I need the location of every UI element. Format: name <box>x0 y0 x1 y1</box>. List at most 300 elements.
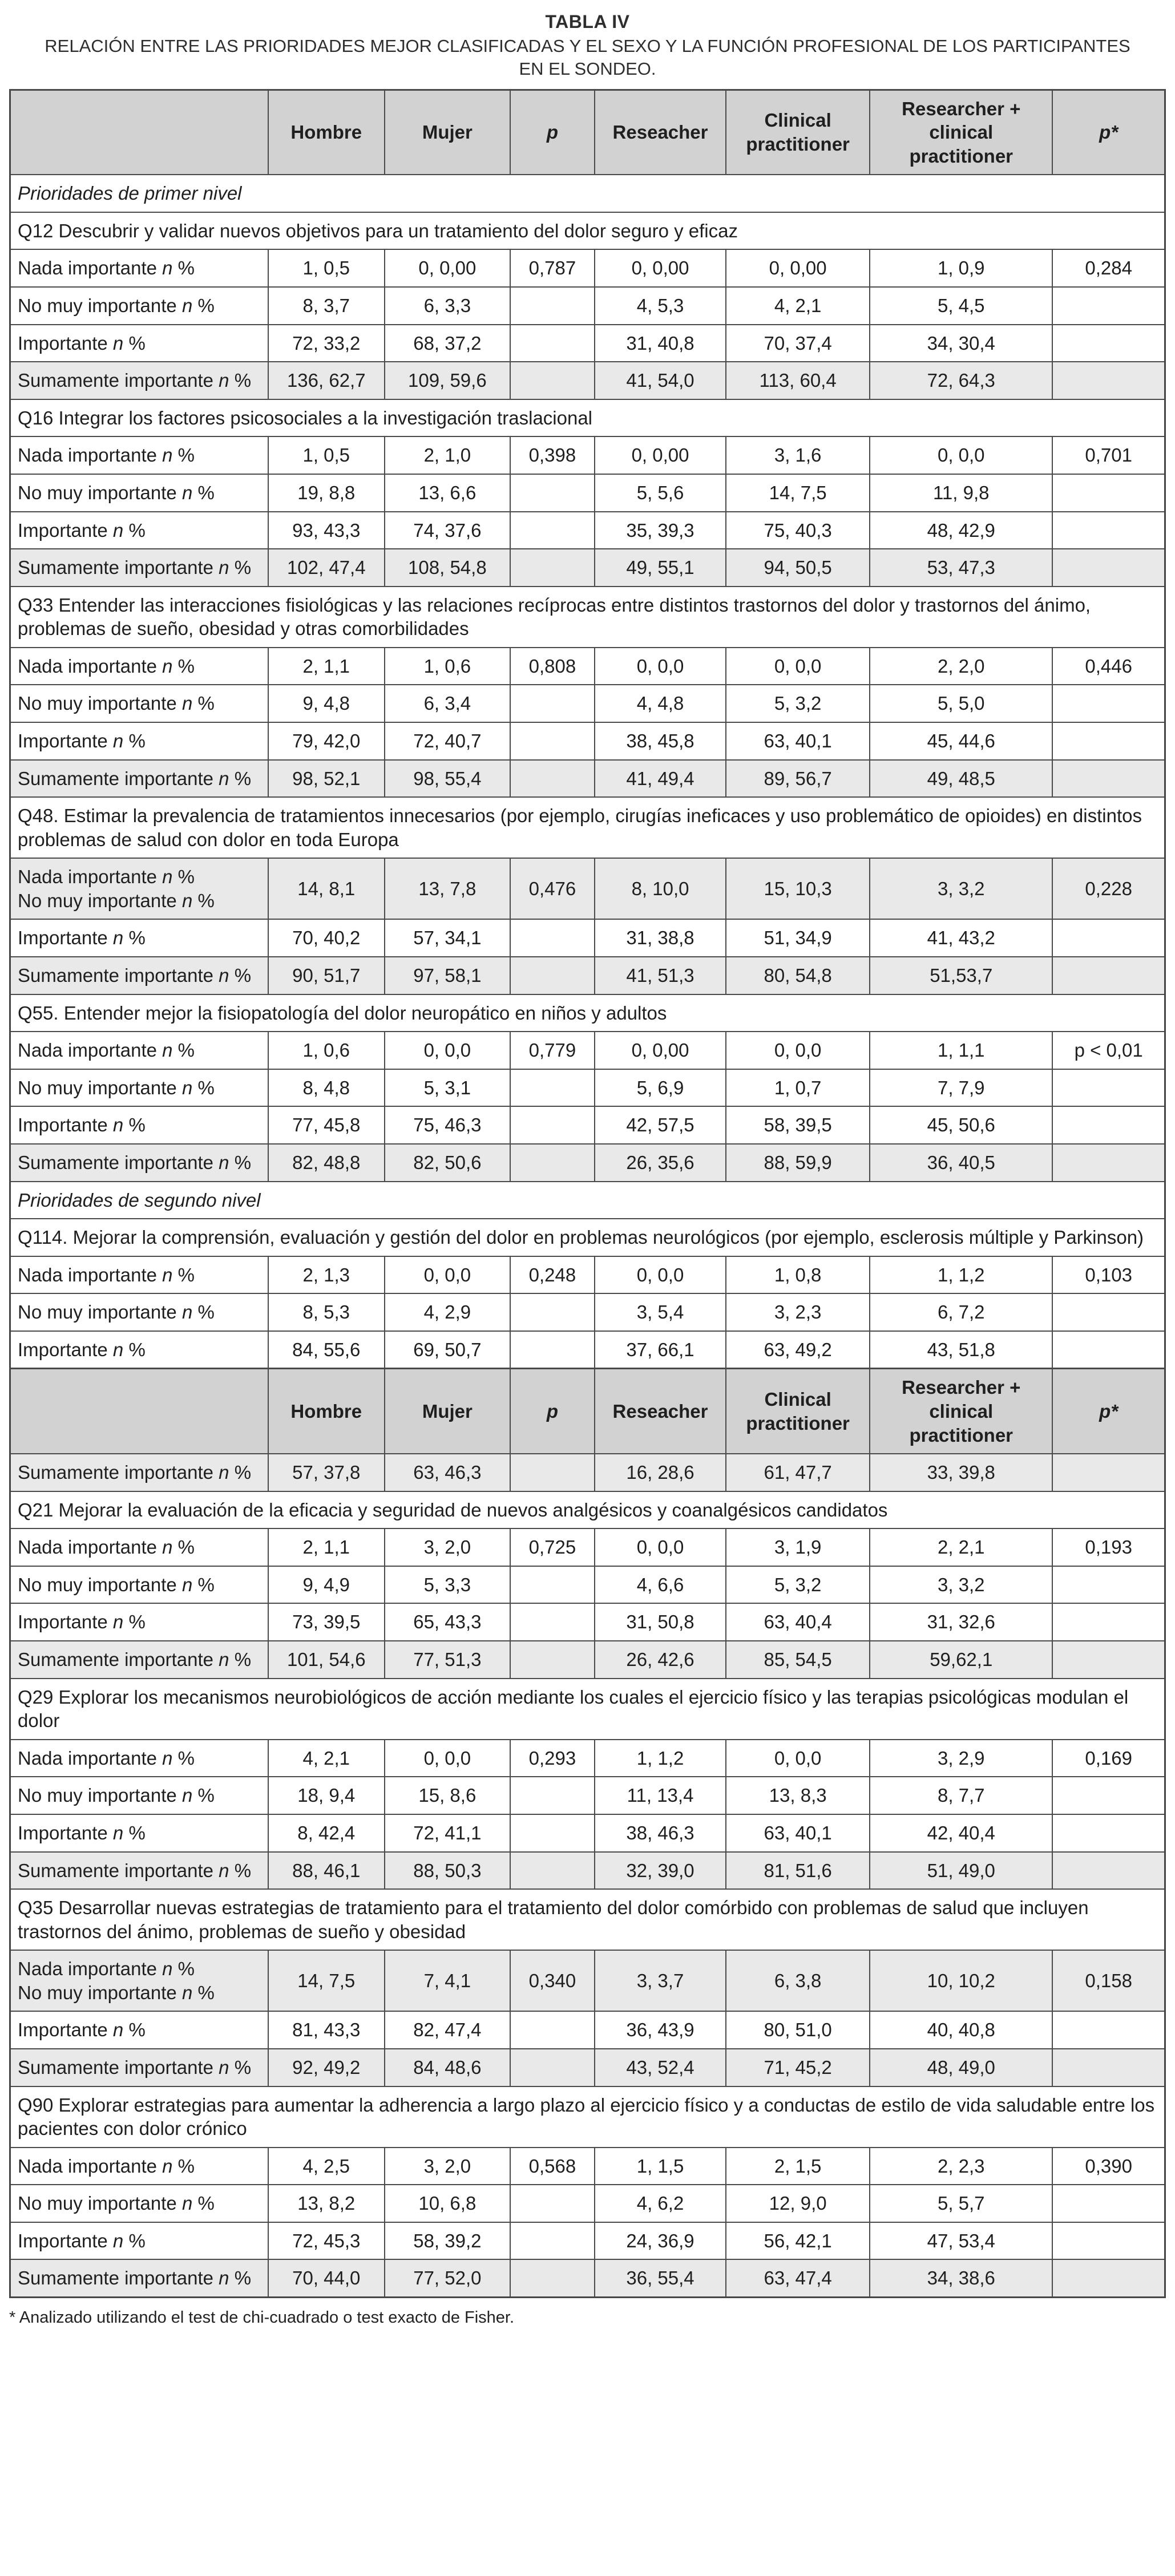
value-cell: 2, 1,1 <box>268 648 385 685</box>
header-cell: Reseacher <box>595 1369 726 1454</box>
page-title: TABLA IV <box>545 11 630 32</box>
value-cell: 0, 0,0 <box>385 1740 510 1777</box>
value-cell: 13, 7,8 <box>385 858 510 919</box>
value-cell: 42, 57,5 <box>595 1106 726 1144</box>
value-cell: 82, 48,8 <box>268 1144 385 1182</box>
value-cell: 0,398 <box>510 436 595 474</box>
value-cell <box>510 1814 595 1852</box>
header-cell: p <box>510 1369 595 1454</box>
value-cell: 1, 0,7 <box>726 1069 870 1107</box>
value-cell: 3, 3,2 <box>870 858 1052 919</box>
data-row <box>10 436 1165 474</box>
value-cell <box>510 1293 595 1331</box>
value-cell: 31, 38,8 <box>595 919 726 957</box>
value-cell: 0, 0,00 <box>595 1032 726 1069</box>
value-cell: 69, 50,7 <box>385 1331 510 1369</box>
value-cell: 101, 54,6 <box>268 1641 385 1679</box>
value-cell <box>1052 287 1165 325</box>
value-cell <box>510 722 595 760</box>
value-cell: 97, 58,1 <box>385 957 510 994</box>
row-label: Importante n % <box>10 2222 268 2260</box>
question-row <box>10 994 1165 1032</box>
data-row <box>10 1740 1165 1777</box>
value-cell: 14, 8,1 <box>268 858 385 919</box>
value-cell: 31, 40,8 <box>595 325 726 362</box>
data-row <box>10 287 1165 325</box>
value-cell: 5, 5,0 <box>870 685 1052 722</box>
value-cell: 19, 8,8 <box>268 474 385 512</box>
value-cell <box>1052 362 1165 399</box>
question-row <box>10 212 1165 250</box>
data-row <box>10 919 1165 957</box>
value-cell <box>1052 685 1165 722</box>
data-row <box>10 2185 1165 2222</box>
row-label: Nada importante n % <box>10 1256 268 1294</box>
value-cell <box>1052 325 1165 362</box>
data-row <box>10 2148 1165 2185</box>
value-cell: 12, 9,0 <box>726 2185 870 2222</box>
data-row <box>10 2259 1165 2297</box>
data-row <box>10 1069 1165 1107</box>
row-label: Sumamente importante n % <box>10 1641 268 1679</box>
value-cell: 41, 49,4 <box>595 760 726 798</box>
value-cell <box>1052 1293 1165 1331</box>
value-cell: 63, 40,4 <box>726 1603 870 1641</box>
value-cell: 1, 1,2 <box>595 1740 726 1777</box>
value-cell <box>1052 1454 1165 1491</box>
value-cell: 59,62,1 <box>870 1641 1052 1679</box>
value-cell: 6, 3,8 <box>726 1950 870 2011</box>
value-cell <box>1052 1777 1165 1814</box>
value-cell: 63, 46,3 <box>385 1454 510 1491</box>
value-cell: 45, 50,6 <box>870 1106 1052 1144</box>
value-cell: 47, 53,4 <box>870 2222 1052 2260</box>
value-cell: 1, 1,1 <box>870 1032 1052 1069</box>
value-cell <box>510 2222 595 2260</box>
table-footnote: * Analizado utilizando el test de chi-cuadrado o test exacto de Fisher. <box>9 2308 515 2327</box>
value-cell: 7, 7,9 <box>870 1069 1052 1107</box>
header-cell: p* <box>1052 90 1165 175</box>
value-cell: 2, 1,5 <box>726 2148 870 2185</box>
value-cell: 5, 3,2 <box>726 685 870 722</box>
question-row <box>10 2086 1165 2148</box>
row-label: Nada importante n % <box>10 1032 268 1069</box>
value-cell <box>510 1069 595 1107</box>
data-row <box>10 549 1165 587</box>
value-cell: 0,701 <box>1052 436 1165 474</box>
column-header-row <box>10 90 1165 175</box>
value-cell <box>1052 957 1165 994</box>
row-label: Nada importante n % <box>10 648 268 685</box>
data-row <box>10 1454 1165 1491</box>
data-row <box>10 249 1165 287</box>
header-cell: p* <box>1052 1369 1165 1454</box>
question-text: Q55. Entender mejor la fisiopatología del dolor neuropático en niños y adultos <box>10 994 1165 1032</box>
header-cell: Mujer <box>385 1369 510 1454</box>
row-label: Importante n % <box>10 325 268 362</box>
row-label: No muy importante n % <box>10 1566 268 1604</box>
value-cell: 9, 4,9 <box>268 1566 385 1604</box>
row-label: Sumamente importante n % <box>10 957 268 994</box>
value-cell: 72, 41,1 <box>385 1814 510 1852</box>
value-cell <box>1052 2222 1165 2260</box>
value-cell: 36, 40,5 <box>870 1144 1052 1182</box>
value-cell: 4, 2,9 <box>385 1293 510 1331</box>
value-cell: 0,193 <box>1052 1528 1165 1566</box>
value-cell: 26, 35,6 <box>595 1144 726 1182</box>
value-cell: 0,446 <box>1052 648 1165 685</box>
value-cell: 16, 28,6 <box>595 1454 726 1491</box>
value-cell: 0, 0,0 <box>726 1740 870 1777</box>
value-cell <box>1052 1566 1165 1604</box>
value-cell: 34, 30,4 <box>870 325 1052 362</box>
table-body <box>10 90 1165 2297</box>
value-cell: 0,725 <box>510 1528 595 1566</box>
row-label: Sumamente importante n % <box>10 362 268 399</box>
value-cell: 0,808 <box>510 648 595 685</box>
value-cell: 0,787 <box>510 249 595 287</box>
value-cell: 72, 40,7 <box>385 722 510 760</box>
value-cell: 68, 37,2 <box>385 325 510 362</box>
data-row <box>10 1256 1165 1294</box>
value-cell: 108, 54,8 <box>385 549 510 587</box>
value-cell: 0, 0,0 <box>385 1032 510 1069</box>
value-cell: 136, 62,7 <box>268 362 385 399</box>
value-cell: 1, 0,9 <box>870 249 1052 287</box>
value-cell: 109, 59,6 <box>385 362 510 399</box>
value-cell <box>510 1566 595 1604</box>
data-row <box>10 1603 1165 1641</box>
value-cell: 15, 10,3 <box>726 858 870 919</box>
row-label: Sumamente importante n % <box>10 2259 268 2297</box>
data-row <box>10 1814 1165 1852</box>
value-cell: 71, 45,2 <box>726 2049 870 2086</box>
value-cell: 13, 8,2 <box>268 2185 385 2222</box>
row-label: No muy importante n % <box>10 474 268 512</box>
value-cell: 0, 0,0 <box>385 1256 510 1294</box>
value-cell: 42, 40,4 <box>870 1814 1052 1852</box>
value-cell: 26, 42,6 <box>595 1641 726 1679</box>
data-row <box>10 474 1165 512</box>
data-row <box>10 512 1165 549</box>
value-cell: 0, 0,00 <box>595 249 726 287</box>
value-cell <box>510 1454 595 1491</box>
value-cell: 36, 55,4 <box>595 2259 726 2297</box>
header-cell-blank <box>10 1369 268 1454</box>
value-cell: 37, 66,1 <box>595 1331 726 1369</box>
value-cell: 57, 37,8 <box>268 1454 385 1491</box>
value-cell: 84, 55,6 <box>268 1331 385 1369</box>
value-cell: 48, 49,0 <box>870 2049 1052 2086</box>
question-row <box>10 399 1165 437</box>
value-cell: 63, 47,4 <box>726 2259 870 2297</box>
value-cell: 6, 7,2 <box>870 1293 1052 1331</box>
value-cell: 102, 47,4 <box>268 549 385 587</box>
value-cell <box>510 287 595 325</box>
value-cell: 0, 0,0 <box>595 648 726 685</box>
value-cell: 0,340 <box>510 1950 595 2011</box>
value-cell <box>1052 1641 1165 1679</box>
value-cell: 8, 5,3 <box>268 1293 385 1331</box>
table-subtitle: RELACIÓN ENTRE LAS PRIORIDADES MEJOR CLASIFICADAS Y EL SEXO Y LA FUNCIÓN PROFESIONAL DE LOS PARTICIPANTES EN EL SONDEO. <box>45 36 1130 79</box>
value-cell: 63, 49,2 <box>726 1331 870 1369</box>
header-cell: Hombre <box>268 1369 385 1454</box>
value-cell: 2, 1,0 <box>385 436 510 474</box>
value-cell: 70, 40,2 <box>268 919 385 957</box>
value-cell: 8, 10,0 <box>595 858 726 919</box>
value-cell: 3, 5,4 <box>595 1293 726 1331</box>
value-cell: 4, 2,5 <box>268 2148 385 2185</box>
value-cell: 74, 37,6 <box>385 512 510 549</box>
row-label: Importante n % <box>10 512 268 549</box>
data-row <box>10 325 1165 362</box>
value-cell: 38, 46,3 <box>595 1814 726 1852</box>
value-cell: 2, 1,1 <box>268 1528 385 1566</box>
value-cell: 4, 2,1 <box>268 1740 385 1777</box>
value-cell: 81, 43,3 <box>268 2011 385 2049</box>
value-cell: 49, 55,1 <box>595 549 726 587</box>
value-cell <box>510 325 595 362</box>
data-row <box>10 760 1165 798</box>
value-cell: 45, 44,6 <box>870 722 1052 760</box>
value-cell: 79, 42,0 <box>268 722 385 760</box>
question-text: Q33 Entender las interacciones fisiológicas y las relaciones recíprocas entre distintos trastornos del dolor y trastornos del ánimo, problemas de sueño, obesidad y otras comorbilidades <box>10 587 1165 648</box>
question-row <box>10 1889 1165 1950</box>
column-header-row <box>10 1369 1165 1454</box>
value-cell: 34, 38,6 <box>870 2259 1052 2297</box>
header-cell: Researcher + clinical practitioner <box>870 90 1052 175</box>
row-label: Sumamente importante n % <box>10 760 268 798</box>
question-text: Q16 Integrar los factores psicosociales a la investigación traslacional <box>10 399 1165 437</box>
value-cell: 3, 1,9 <box>726 1528 870 1566</box>
value-cell: 72, 64,3 <box>870 362 1052 399</box>
value-cell: 61, 47,7 <box>726 1454 870 1491</box>
row-label: Nada importante n % <box>10 2148 268 2185</box>
value-cell: 35, 39,3 <box>595 512 726 549</box>
question-text: Q12 Descubrir y validar nuevos objetivos para un tratamiento del dolor seguro y eficaz <box>10 212 1165 250</box>
value-cell: 65, 43,3 <box>385 1603 510 1641</box>
row-label: Importante n % <box>10 2011 268 2049</box>
value-cell: 0,228 <box>1052 858 1165 919</box>
value-cell: 14, 7,5 <box>726 474 870 512</box>
value-cell: 1, 1,2 <box>870 1256 1052 1294</box>
value-cell: 80, 54,8 <box>726 957 870 994</box>
value-cell <box>510 1106 595 1144</box>
value-cell: 73, 39,5 <box>268 1603 385 1641</box>
value-cell: 5, 3,2 <box>726 1566 870 1604</box>
question-text: Q114. Mejorar la comprensión, evaluación y gestión del dolor en problemas neurológicos (por ejemplo, esclerosis múltiple y Parkinson) <box>10 1219 1165 1256</box>
value-cell: 63, 40,1 <box>726 722 870 760</box>
value-cell: 0, 0,0 <box>595 1528 726 1566</box>
value-cell: 3, 2,0 <box>385 1528 510 1566</box>
value-cell: 0,248 <box>510 1256 595 1294</box>
value-cell: 57, 34,1 <box>385 919 510 957</box>
value-cell: 9, 4,8 <box>268 685 385 722</box>
value-cell: 48, 42,9 <box>870 512 1052 549</box>
value-cell: 81, 51,6 <box>726 1852 870 1890</box>
value-cell: 0,779 <box>510 1032 595 1069</box>
value-cell: 32, 39,0 <box>595 1852 726 1890</box>
value-cell: 0, 0,00 <box>726 249 870 287</box>
value-cell: 3, 3,7 <box>595 1950 726 2011</box>
data-row <box>10 1641 1165 1679</box>
value-cell: 58, 39,2 <box>385 2222 510 2260</box>
value-cell: 72, 45,3 <box>268 2222 385 2260</box>
value-cell <box>1052 512 1165 549</box>
value-cell: 4, 6,2 <box>595 2185 726 2222</box>
value-cell: 94, 50,5 <box>726 549 870 587</box>
value-cell: 75, 40,3 <box>726 512 870 549</box>
value-cell: 1, 0,5 <box>268 436 385 474</box>
value-cell: 51, 49,0 <box>870 1852 1052 1890</box>
value-cell <box>510 685 595 722</box>
row-label: Importante n % <box>10 1106 268 1144</box>
data-row <box>10 858 1165 919</box>
row-label: Importante n % <box>10 1331 268 1369</box>
value-cell: 88, 46,1 <box>268 1852 385 1890</box>
value-cell: 77, 52,0 <box>385 2259 510 2297</box>
value-cell <box>1052 919 1165 957</box>
row-label: Nada importante n % <box>10 1528 268 1566</box>
row-label: Nada importante n % <box>10 436 268 474</box>
data-row <box>10 722 1165 760</box>
value-cell <box>1052 1144 1165 1182</box>
value-cell <box>510 2011 595 2049</box>
value-cell: 2, 2,1 <box>870 1528 1052 1566</box>
row-label: Sumamente importante n % <box>10 1144 268 1182</box>
value-cell <box>1052 1331 1165 1369</box>
value-cell: 6, 3,4 <box>385 685 510 722</box>
data-row <box>10 1144 1165 1182</box>
value-cell: 3, 2,0 <box>385 2148 510 2185</box>
row-label: Nada importante n % No muy importante n % <box>10 858 268 919</box>
value-cell: 7, 4,1 <box>385 1950 510 2011</box>
value-cell: 113, 60,4 <box>726 362 870 399</box>
value-cell <box>510 2185 595 2222</box>
row-label: Nada importante n % <box>10 1740 268 1777</box>
header-cell: Clinical practitioner <box>726 1369 870 1454</box>
value-cell: 90, 51,7 <box>268 957 385 994</box>
value-cell <box>510 1852 595 1890</box>
header-cell: Clinical practitioner <box>726 90 870 175</box>
value-cell: 5, 4,5 <box>870 287 1052 325</box>
value-cell: 98, 55,4 <box>385 760 510 798</box>
value-cell: 4, 4,8 <box>595 685 726 722</box>
value-cell: 11, 13,4 <box>595 1777 726 1814</box>
value-cell: 0,103 <box>1052 1256 1165 1294</box>
value-cell: 0,476 <box>510 858 595 919</box>
value-cell: 77, 45,8 <box>268 1106 385 1144</box>
value-cell <box>510 474 595 512</box>
data-row <box>10 1528 1165 1566</box>
value-cell: 0, 0,0 <box>726 648 870 685</box>
data-row <box>10 1106 1165 1144</box>
value-cell: 0,390 <box>1052 2148 1165 2185</box>
value-cell: 6, 3,3 <box>385 287 510 325</box>
value-cell: 0,158 <box>1052 1950 1165 2011</box>
data-row <box>10 685 1165 722</box>
row-label: No muy importante n % <box>10 685 268 722</box>
value-cell: 84, 48,6 <box>385 2049 510 2086</box>
value-cell <box>510 549 595 587</box>
value-cell: 5, 6,9 <box>595 1069 726 1107</box>
value-cell: 0,293 <box>510 1740 595 1777</box>
value-cell: 8, 7,7 <box>870 1777 1052 1814</box>
value-cell <box>510 362 595 399</box>
section-title: Prioridades de primer nivel <box>10 175 1165 212</box>
value-cell <box>1052 2259 1165 2297</box>
value-cell <box>1052 1069 1165 1107</box>
header-cell: p <box>510 90 595 175</box>
value-cell: 2, 2,0 <box>870 648 1052 685</box>
value-cell: 5, 5,7 <box>870 2185 1052 2222</box>
data-row <box>10 1950 1165 2011</box>
value-cell <box>1052 2049 1165 2086</box>
value-cell: 2, 1,3 <box>268 1256 385 1294</box>
value-cell: 0, 0,00 <box>595 436 726 474</box>
question-text: Q48. Estimar la prevalencia de tratamientos innecesarios (por ejemplo, cirugías ineficaces y uso problemático de opioides) en distintos problemas de salud con dolor en toda Europa <box>10 797 1165 858</box>
row-label: No muy importante n % <box>10 1069 268 1107</box>
row-label: No muy importante n % <box>10 287 268 325</box>
section-row <box>10 1182 1165 1219</box>
value-cell: 4, 5,3 <box>595 287 726 325</box>
value-cell: 0, 0,0 <box>595 1256 726 1294</box>
value-cell: p < 0,01 <box>1052 1032 1165 1069</box>
question-row <box>10 1219 1165 1256</box>
row-label: Sumamente importante n % <box>10 2049 268 2086</box>
value-cell: 56, 42,1 <box>726 2222 870 2260</box>
row-label: Importante n % <box>10 722 268 760</box>
value-cell: 0, 0,0 <box>870 436 1052 474</box>
value-cell: 53, 47,3 <box>870 549 1052 587</box>
value-cell: 3, 2,3 <box>726 1293 870 1331</box>
value-cell <box>1052 1814 1165 1852</box>
value-cell: 41, 54,0 <box>595 362 726 399</box>
data-row <box>10 1331 1165 1369</box>
value-cell: 0, 0,00 <box>385 249 510 287</box>
value-cell: 58, 39,5 <box>726 1106 870 1144</box>
header-cell: Mujer <box>385 90 510 175</box>
row-label: Nada importante n % No muy importante n % <box>10 1950 268 2011</box>
row-label: Nada importante n % <box>10 249 268 287</box>
value-cell: 0,568 <box>510 2148 595 2185</box>
value-cell: 5, 3,3 <box>385 1566 510 1604</box>
data-row <box>10 362 1165 399</box>
value-cell: 85, 54,5 <box>726 1641 870 1679</box>
value-cell: 1, 0,5 <box>268 249 385 287</box>
value-cell: 70, 37,4 <box>726 325 870 362</box>
header-cell: Researcher + clinical practitioner <box>870 1369 1052 1454</box>
value-cell: 8, 4,8 <box>268 1069 385 1107</box>
data-row <box>10 1032 1165 1069</box>
value-cell: 5, 5,6 <box>595 474 726 512</box>
data-row <box>10 2222 1165 2260</box>
value-cell: 80, 51,0 <box>726 2011 870 2049</box>
value-cell: 3, 2,9 <box>870 1740 1052 1777</box>
value-cell: 33, 39,8 <box>870 1454 1052 1491</box>
value-cell <box>510 2049 595 2086</box>
value-cell: 63, 40,1 <box>726 1814 870 1852</box>
data-row <box>10 1777 1165 1814</box>
value-cell <box>510 919 595 957</box>
table-title-block <box>9 11 1166 81</box>
question-row <box>10 797 1165 858</box>
value-cell: 15, 8,6 <box>385 1777 510 1814</box>
row-label: No muy importante n % <box>10 2185 268 2222</box>
question-row <box>10 1491 1165 1529</box>
value-cell: 0,169 <box>1052 1740 1165 1777</box>
value-cell: 51,53,7 <box>870 957 1052 994</box>
